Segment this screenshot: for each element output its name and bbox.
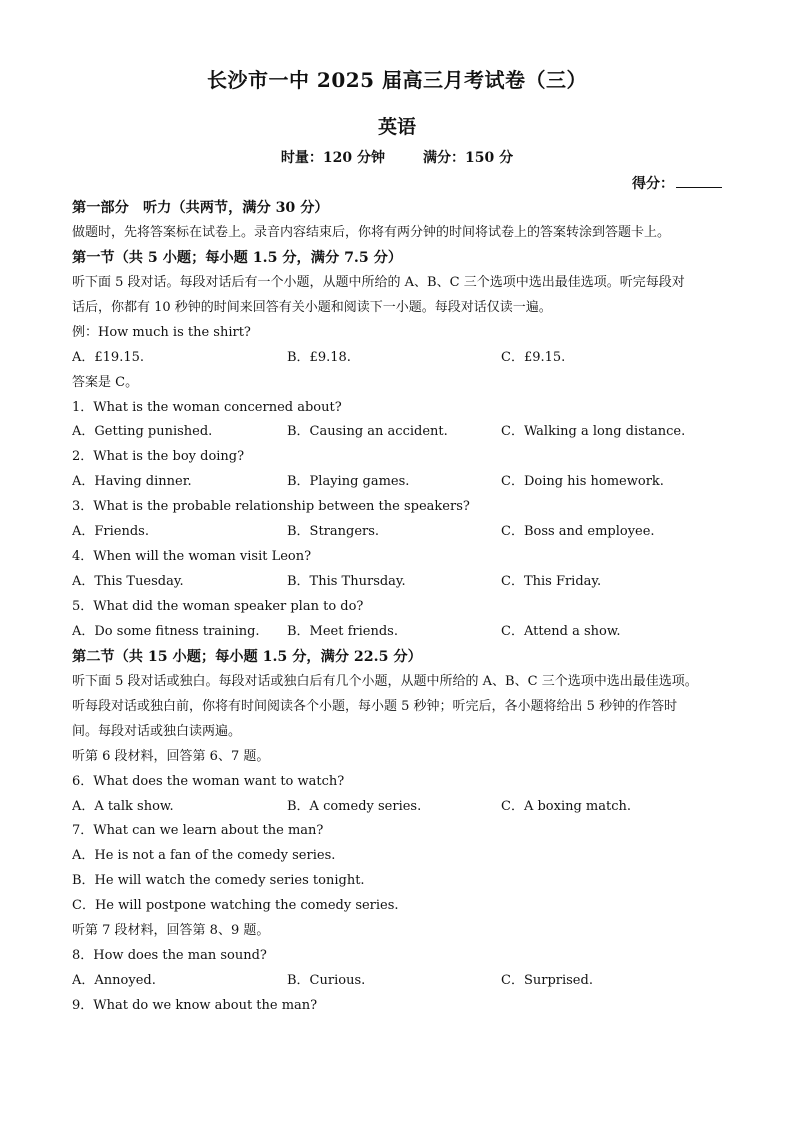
options-6 [72, 795, 728, 820]
question-8: 8．How does the man sound? [72, 948, 267, 964]
time-limit: 时量：120 分钟 [280, 150, 385, 166]
question-7: 7．What can we learn about the man? [72, 823, 324, 839]
part1-heading: 第一部分 听力（共两节，满分 30 分） [72, 200, 329, 216]
passage-6-note: 听第 6 段材料，回答第 6、7 题。 [72, 748, 270, 764]
option-b: B．£9.18. [287, 349, 351, 365]
example-question: 例：How much is the shirt? [72, 324, 251, 340]
passage-7-note: 听第 7 段材料，回答第 8、9 题。 [72, 923, 270, 939]
option-a: A．This Tuesday. [72, 574, 184, 590]
option-a: A．Annoyed. [72, 973, 156, 989]
section2-instruction-line: 听每段对话或独白前，你将有时间阅读各个小题，每小题 5 秒钟；听完后，各小题将给出 5 秒钟的作答时 [72, 698, 678, 714]
option-c: C．He will postpone watching the comedy series. [72, 898, 399, 914]
options-8 [72, 969, 728, 994]
options-3 [72, 520, 728, 545]
option-a: A．A talk show. [72, 798, 174, 814]
options-4 [72, 570, 728, 595]
option-c: C．Walking a long distance. [501, 424, 686, 440]
example-answer: 答案是 C。 [72, 374, 139, 390]
question-3: 3．What is the probable relationship between the speakers? [72, 499, 470, 515]
section1-heading: 第一节（共 5 小题；每小题 1.5 分，满分 7.5 分） [72, 249, 403, 266]
score-field [632, 173, 722, 193]
exam-content [72, 196, 728, 1019]
option-a: A．Getting punished. [72, 424, 213, 440]
option-b: B．Playing games. [287, 474, 410, 490]
option-b: B．Curious. [287, 973, 366, 989]
question-4: 4．When will the woman visit Leon? [72, 549, 312, 565]
section2-heading: 第二节（共 15 小题；每小题 1.5 分，满分 22.5 分） [72, 648, 422, 665]
option-b: B．A comedy series. [287, 798, 422, 814]
section2-instruction-line: 听下面 5 段对话或独白。每段对话或独白后有几个小题，从题中所给的 A、B、C 三个选项中选出最佳选项。 [72, 673, 698, 689]
section1-instruction-line: 话后，你都有 10 秒钟的时间来回答有关小题和阅读下一小题。每段对话仅读一遍。 [72, 299, 552, 315]
option-c: C．Attend a show. [501, 623, 621, 639]
question-1: 1．What is the woman concerned about? [72, 399, 342, 415]
option-b: B．He will watch the comedy series tonight. [72, 873, 365, 889]
option-c: C．Boss and employee. [501, 524, 655, 540]
part1-instruction: 做题时，先将答案标在试卷上。录音内容结束后，你将有两分钟的时间将试卷上的答案转涂到答题卡上。 [72, 224, 671, 240]
option-b: B．Causing an accident. [287, 424, 448, 440]
options-5 [72, 620, 728, 645]
option-c: C．Doing his homework. [501, 474, 664, 490]
option-a: A．Friends. [72, 524, 149, 540]
full-score: 满分：150 分 [423, 150, 514, 166]
exam-meta [0, 147, 794, 167]
example-options [72, 346, 728, 371]
score-blank [676, 173, 722, 188]
option-a: A．£19.15. [72, 349, 145, 365]
option-a: A．Do some fitness training. [72, 623, 260, 639]
option-b: B．Strangers. [287, 524, 380, 540]
question-2: 2．What is the boy doing? [72, 449, 245, 465]
question-9: 9．What do we know about the man? [72, 998, 318, 1013]
option-c: C．£9.15. [501, 349, 566, 365]
options-1 [72, 420, 728, 445]
option-c: C．A boxing match. [501, 798, 632, 814]
option-c: C．This Friday. [501, 574, 602, 590]
question-5: 5．What did the woman speaker plan to do? [72, 599, 364, 614]
option-a: A．Having dinner. [72, 474, 192, 490]
options-2 [72, 470, 728, 495]
option-b: B．This Thursday. [287, 574, 406, 590]
section1-instruction-line: 听下面 5 段对话。每段对话后有一个小题，从题中所给的 A、B、C 三个选项中选出最佳选项。听完每段对 [72, 274, 685, 290]
score-label: 得分： [632, 176, 674, 192]
subject-title: 英语 [377, 116, 416, 138]
section2-instruction-line: 间。每段对话或独白读两遍。 [72, 723, 242, 739]
option-a: A．He is not a fan of the comedy series. [72, 848, 336, 864]
option-b: B．Meet friends. [287, 623, 398, 639]
question-6: 6．What does the woman want to watch? [72, 773, 345, 789]
option-c: C．Surprised. [501, 973, 593, 989]
exam-title: 长沙市一中 2025 届高三月考试卷（三） [206, 68, 588, 92]
